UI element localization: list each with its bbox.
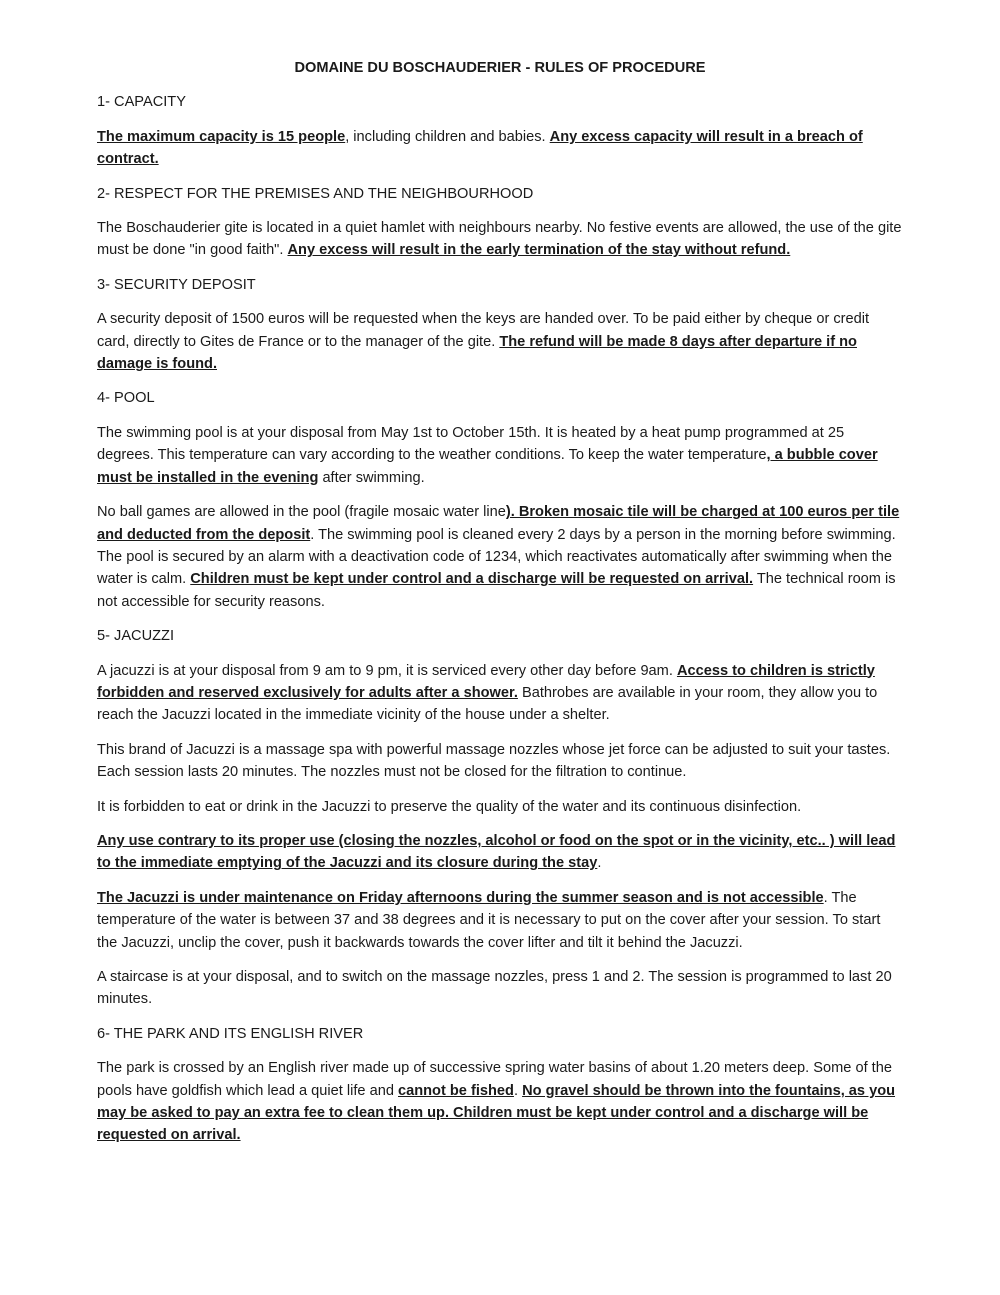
- paragraph: [97, 739, 903, 784]
- section: [97, 387, 903, 613]
- section: [97, 274, 903, 376]
- emphasized-text: Any excess capacity will result in a breach of contract.: [97, 128, 863, 168]
- document-page: [97, 57, 903, 1159]
- section: [97, 625, 903, 1011]
- paragraph: [97, 422, 903, 489]
- section-heading: 4- POOL: [97, 390, 155, 407]
- emphasized-text: , a bubble cover must be installed in the evening: [97, 447, 878, 486]
- text-run: A staircase is at your disposal, and to switch on the massage nozzles, press 1 and 2. The session is programmed to last 20 minutes.: [97, 969, 892, 1008]
- paragraph: [97, 217, 903, 262]
- section-heading: 1- CAPACITY: [97, 94, 186, 111]
- text-run: A jacuzzi is at your disposal from 9 am to 9 pm, it is serviced every other day before 9am.: [97, 662, 677, 679]
- text-run: after swimming.: [318, 469, 425, 486]
- text-run: The swimming pool is at your disposal from May 1st to October 15th. It is heated by a heat pump programmed at 25 degrees. This temperature can vary according to the weather conditions. To keep the water temperature: [97, 424, 845, 464]
- section-heading: 5- JACUZZI: [97, 628, 175, 645]
- emphasized-text: Any use contrary to its proper use (closing the nozzles, alcohol or food on the spot or in the vicinity, etc.. ) will lead to the immediate emptying of the Jacuzzi and its closure during the stay: [97, 832, 896, 872]
- paragraph: [97, 830, 903, 875]
- section-heading: 2- RESPECT FOR THE PREMISES AND THE NEIGHBOURHOOD: [97, 185, 534, 202]
- text-run: No ball games are allowed in the pool (fragile mosaic water line: [97, 504, 506, 521]
- text-run: . The temperature of the water is between 37 and 38 degrees and it is necessary to put on the cover after your session. To start the Jacuzzi, unclip the cover, push it backwards towards the cover lifter and tilt it behind the Jacuzzi.: [97, 889, 881, 951]
- emphasized-text: The Jacuzzi is under maintenance on Friday afternoons during the summer season and is not accessible: [97, 889, 824, 906]
- section: [97, 91, 903, 170]
- emphasized-text: Any excess will result in the early termination of the stay without refund.: [287, 242, 791, 259]
- text-run: Bathrobes are available in your room, they allow you to reach the Jacuzzi located in the immediate vicinity of the house under a shelter.: [97, 684, 878, 724]
- section-heading: 6- THE PARK AND ITS ENGLISH RIVER: [97, 1025, 364, 1042]
- section: [97, 1023, 903, 1147]
- text-run: .: [597, 855, 602, 872]
- text-run: This brand of Jacuzzi is a massage spa with powerful massage nozzles whose jet force can be adjusted to suit your tastes. Each session lasts 20 minutes. The nozzles must not be closed for the filtration to continue.: [97, 741, 891, 781]
- sections-container: [97, 91, 903, 1146]
- section-heading: 3- SECURITY DEPOSIT: [97, 276, 256, 293]
- text-run: The Boschauderier gite is located in a quiet hamlet with neighbours nearby. No festive events are allowed, the use of the gite must be done "in good faith".: [97, 220, 902, 259]
- page-title: DOMAINE DU BOSCHAUDERIER - RULES OF PROCEDURE: [294, 60, 706, 76]
- paragraph: [97, 501, 903, 613]
- emphasized-text: The maximum capacity is 15 people: [97, 128, 346, 145]
- paragraph: [97, 1057, 903, 1147]
- text-run: . The swimming pool is cleaned every 2 days by a person in the morning before swimming. The pool is secured by an alarm with a deactivation code of 1234, which reactivates automatically after swimming when the water is calm.: [97, 526, 896, 588]
- emphasized-text: No gravel should be thrown into the fountains, as you may be asked to pay an extra fee to clean them up. Children must be kept under control and a discharge will be requested on arrival.: [97, 1082, 896, 1144]
- text-run: It is forbidden to eat or drink in the Jacuzzi to preserve the quality of the water and its continuous disinfection.: [97, 798, 802, 815]
- paragraph: [97, 660, 903, 727]
- text-run: A security deposit of 1500 euros will be requested when the keys are handed over. To be paid either by cheque or credit card, directly to Gites de France or to the manager of the gite.: [97, 311, 870, 350]
- emphasized-text: Children must be kept under control and a discharge will be requested on arrival.: [190, 571, 754, 588]
- emphasized-text: Access to children is strictly forbidden and reserved exclusively for adults after a shower.: [97, 662, 875, 701]
- emphasized-text: ). Broken mosaic tile will be charged at 100 euros per tile and deducted from the deposit: [97, 504, 900, 543]
- paragraph: [97, 887, 903, 954]
- text-run: , including children and babies.: [345, 128, 550, 145]
- section: [97, 183, 903, 262]
- text-run: The technical room is not accessible for security reasons.: [97, 571, 896, 610]
- paragraph: [97, 966, 903, 1011]
- emphasized-text: cannot be fished: [398, 1082, 514, 1099]
- emphasized-text: The refund will be made 8 days after departure if no damage is found.: [97, 333, 857, 373]
- text-run: .: [513, 1082, 523, 1099]
- paragraph: [97, 308, 903, 375]
- paragraph: [97, 126, 903, 171]
- paragraph: [97, 796, 903, 818]
- text-run: The park is crossed by an English river made up of successive spring water basins of about 1.20 meters deep. Some of the pools have goldfish which lead a quiet life and: [97, 1060, 892, 1099]
